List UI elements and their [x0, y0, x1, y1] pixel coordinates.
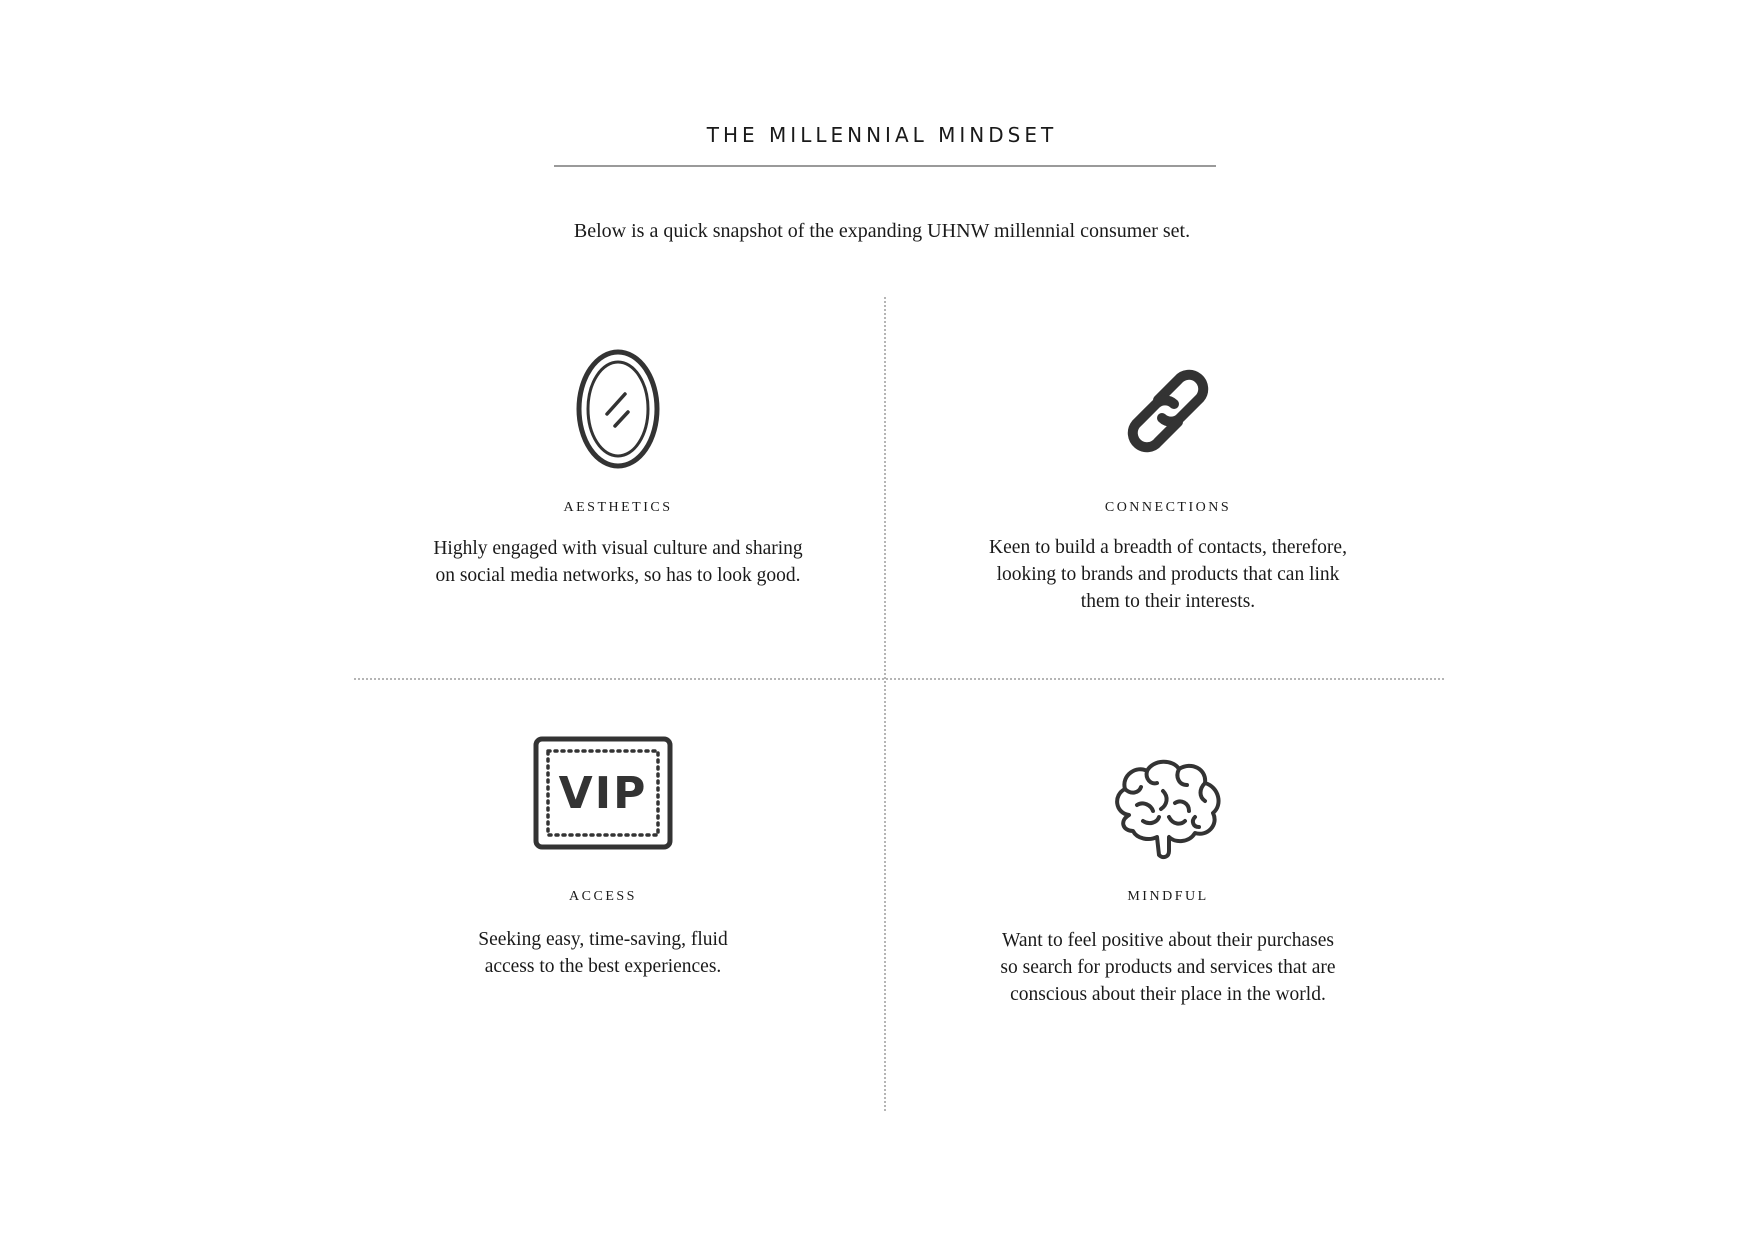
description-line: conscious about their place in the world. — [1010, 984, 1326, 1005]
vip-ticket-icon — [373, 736, 833, 850]
horizontal-divider — [354, 678, 1444, 680]
description-line: Seeking easy, time-saving, fluid — [478, 929, 728, 950]
intro-text: Below is a quick snapshot of the expanding UHNW millennial consumer set. — [573, 220, 1191, 242]
link-icon — [938, 362, 1398, 460]
vertical-divider — [884, 297, 886, 1111]
description-line: looking to brands and products that can link — [996, 564, 1340, 585]
description-line: access to the best experiences. — [484, 956, 722, 977]
description-line: Want to feel positive about their purchases — [1002, 930, 1334, 951]
description-line: so search for products and services that are — [1000, 957, 1336, 978]
card-description — [388, 535, 848, 589]
brain-icon — [938, 755, 1398, 861]
card-description — [938, 534, 1398, 615]
card-heading: MINDFUL — [1127, 889, 1209, 904]
description-line: them to their interests. — [1080, 591, 1256, 612]
card-heading: CONNECTIONS — [1104, 500, 1232, 515]
mirror-icon — [388, 348, 848, 470]
description-line: Highly engaged with visual culture and sharing — [433, 538, 803, 559]
card-description — [938, 927, 1398, 1008]
card-description — [373, 926, 833, 980]
title-underline — [554, 165, 1216, 167]
description-line: on social media networks, so has to look good. — [435, 565, 801, 586]
description-line: Keen to build a breadth of contacts, therefore, — [989, 537, 1347, 558]
card-heading: ACCESS — [569, 889, 637, 904]
card-heading: AESTHETICS — [563, 500, 673, 515]
page-title: THE MILLENNIAL MINDSET — [706, 123, 1058, 147]
vip-label: VIP — [558, 768, 648, 819]
